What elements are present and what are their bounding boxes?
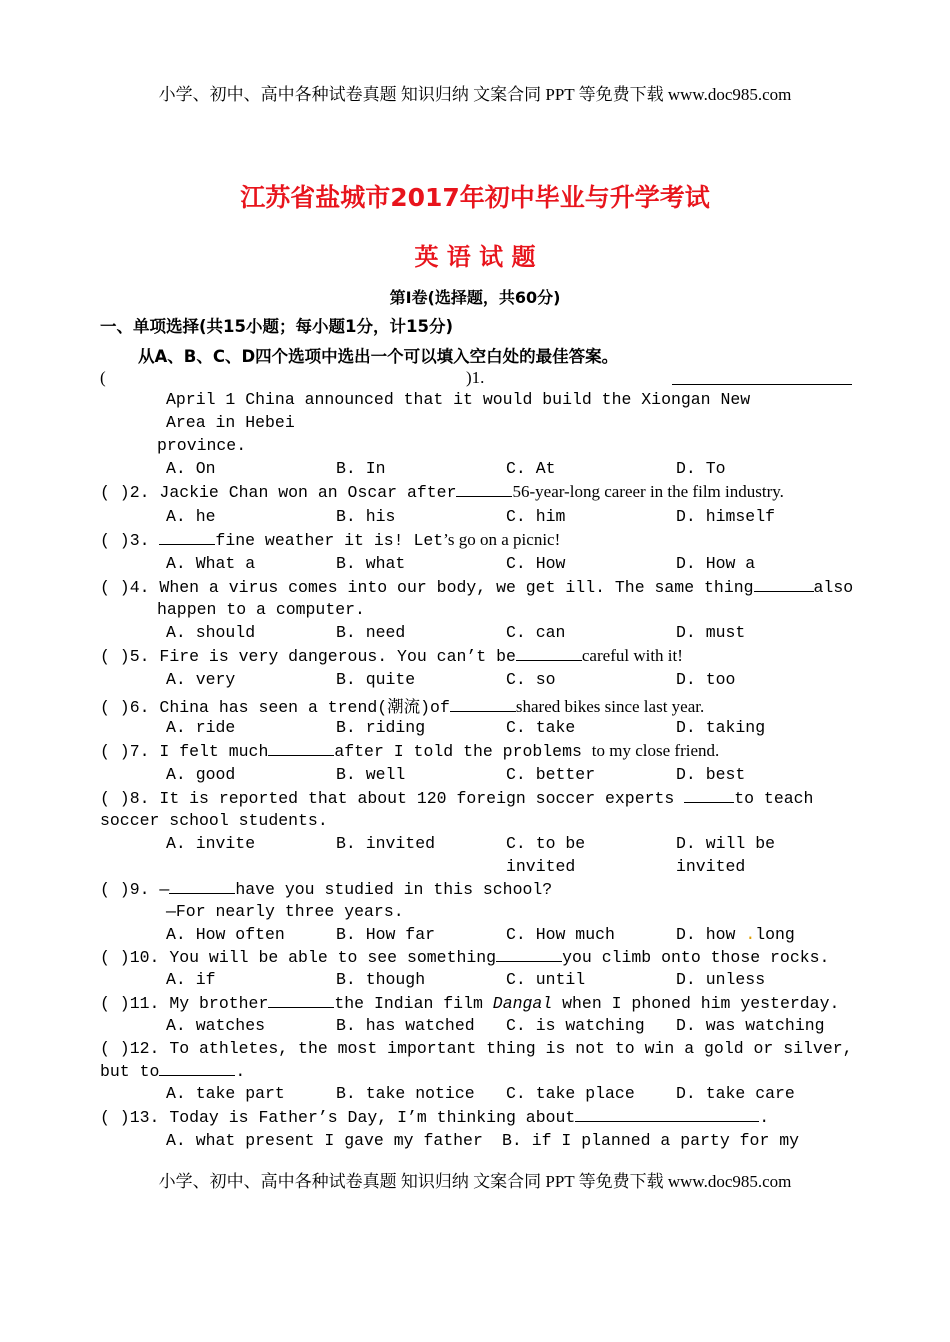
option-d: D. too	[676, 670, 736, 689]
question-text: soccer school students.	[100, 811, 328, 830]
question-number: ( )7.	[100, 742, 150, 761]
question-text: when I phoned him yesterday.	[562, 994, 840, 1013]
answer-blank	[575, 1107, 759, 1122]
option-b: B. How far	[336, 925, 436, 944]
option-b: B. quite	[336, 670, 416, 689]
answer-blank	[684, 788, 734, 803]
option-d-cont: invited	[676, 857, 746, 876]
question-number: ( )3.	[100, 531, 150, 550]
question-line	[100, 947, 829, 967]
question-text: fine weather it is! Let	[215, 531, 444, 550]
page-footer: 小学、初中、高中各种试卷真题 知识归纳 文案合同 PPT 等免费下载 www.doc985.com	[158, 1172, 792, 1191]
option-c: C. How much	[506, 925, 615, 944]
question-text: April 1 China announced that it would build the Xiongan New	[166, 390, 751, 409]
option-a: A. ride	[166, 718, 236, 737]
option-a: A. what present I gave my father	[166, 1131, 483, 1150]
question-text: Area in Hebei	[166, 413, 295, 432]
question-text: China has seen a trend(潮流)of	[159, 698, 450, 717]
film-title: Dangal	[492, 994, 553, 1013]
option-b: B. riding	[336, 718, 426, 737]
answer-blank	[516, 646, 582, 661]
option-b: B. if I planned a party for my	[502, 1131, 800, 1150]
question-text: shared bikes since last year.	[515, 697, 705, 716]
option-b: B. invited	[336, 834, 436, 853]
option-d: D. taking	[676, 718, 766, 737]
option-d: D. himself	[676, 507, 776, 526]
question-number: ( )10.	[100, 948, 160, 967]
question-number: ( )4.	[100, 578, 150, 597]
question-number: ( )5.	[100, 647, 150, 666]
question-number: ( )13.	[100, 1108, 160, 1127]
option-a: A. What a	[166, 554, 256, 573]
question-text: —	[159, 880, 170, 899]
question-number: )1.	[466, 368, 485, 387]
question-line	[100, 1061, 245, 1081]
option-d: D. must	[676, 623, 746, 642]
question-text: Jackie Chan won an Oscar after	[159, 483, 457, 502]
option-a: A. should	[166, 623, 256, 642]
option-b: B. need	[336, 623, 406, 642]
question-text: to my close friend.	[591, 741, 720, 760]
option-c: C. is watching	[506, 1016, 645, 1035]
question-line	[100, 577, 853, 597]
question-number: ( )9.	[100, 880, 150, 899]
option-c-cont: invited	[506, 857, 576, 876]
question-line	[100, 1107, 769, 1127]
option-c: C. At	[506, 459, 556, 478]
question-text: the Indian film	[334, 994, 483, 1013]
answer-blank	[268, 741, 334, 756]
option-d-word: long	[755, 925, 795, 944]
question-text: after I told the problems	[334, 742, 582, 761]
question-line	[100, 1039, 853, 1058]
option-c: C. so	[506, 670, 556, 689]
question-text: .	[759, 1108, 770, 1127]
question-text: happen to a computer.	[157, 600, 365, 619]
question-text: Today is Father’s Day, I’m thinking about	[169, 1108, 576, 1127]
option-c: C. to be	[506, 834, 586, 853]
question-line	[100, 646, 683, 666]
option-a: A. good	[166, 765, 236, 784]
exam-subtitle: 英 语 试 题	[414, 243, 536, 271]
option-d-label: D. how	[676, 925, 746, 944]
option-c: C. can	[506, 623, 566, 642]
page-header: 小学、初中、高中各种试卷真题 知识归纳 文案合同 PPT 等免费下载 www.doc985.com	[158, 85, 792, 104]
question-line	[100, 693, 704, 717]
question-text: You will be able to see something	[169, 948, 497, 967]
section-instruction: 从A、B、C、D四个选项中选出一个可以填入空白处的最佳答案。	[138, 347, 619, 366]
question-line	[100, 788, 813, 808]
option-d: D. To	[676, 459, 726, 478]
answer-blank	[496, 947, 562, 962]
option-a: A. very	[166, 670, 236, 689]
option-b: B. take notice	[336, 1084, 475, 1103]
question-text: —For nearly three years.	[166, 902, 404, 921]
option-a: A. take part	[166, 1084, 285, 1103]
option-a: A. he	[166, 507, 216, 526]
option-c: C. him	[506, 507, 566, 526]
question-line	[100, 993, 839, 1013]
option-b: B. his	[336, 507, 396, 526]
question-text: I felt much	[159, 742, 269, 761]
question-line	[100, 879, 552, 899]
question-text: have you studied in this school?	[235, 880, 553, 899]
section-heading: 一、单项选择(共15小题；每小题1分，计15分)	[100, 317, 453, 336]
question-line	[100, 482, 784, 502]
question-text: careful with it!	[581, 646, 683, 665]
option-d: D. will be	[676, 834, 776, 853]
option-c: C. better	[506, 765, 596, 784]
option-b: B. what	[336, 554, 406, 573]
option-c: C. take place	[506, 1084, 635, 1103]
question-text: Fire is very dangerous. You can’t be	[159, 647, 516, 666]
option-c: C. until	[506, 970, 586, 989]
answer-blank	[450, 697, 516, 712]
question-text: To athletes, the most important thing is not to win a gold or silver,	[169, 1039, 853, 1058]
exam-title: 江苏省盐城市2017年初中毕业与升学考试	[240, 183, 710, 212]
option-c: C. take	[506, 718, 576, 737]
option-b: B. In	[336, 459, 386, 478]
question-number: ( )2.	[100, 483, 150, 502]
question-text: province.	[157, 436, 247, 455]
answer-blank	[672, 384, 852, 385]
question-text: also	[813, 578, 854, 597]
option-b: B. has watched	[336, 1016, 475, 1035]
question-number: ( )12.	[100, 1039, 160, 1058]
option-a: A. On	[166, 459, 216, 478]
option-d: D. best	[676, 765, 746, 784]
question-line	[100, 530, 560, 550]
answer-blank	[754, 577, 814, 592]
question-text: It is reported that about 120 foreign soccer experts	[159, 789, 675, 808]
question-text: but to	[100, 1062, 160, 1081]
question-number: ( )8.	[100, 789, 150, 808]
option-d: D. was watching	[676, 1016, 825, 1035]
question-number: ( )6.	[100, 698, 150, 717]
question-text: ’s go on a picnic!	[443, 530, 561, 549]
option-d: D. take care	[676, 1084, 795, 1103]
question-number: ( )11.	[100, 994, 160, 1013]
option-d: D. unless	[676, 970, 766, 989]
option-a: A. How often	[166, 925, 285, 944]
question-line	[100, 741, 719, 761]
question-text: When a virus comes into our body, we get ill. The same thing	[159, 578, 754, 597]
option-b: B. well	[336, 765, 406, 784]
answer-blank	[268, 993, 334, 1008]
answer-blank	[169, 879, 235, 894]
option-d: D. How a	[676, 554, 756, 573]
question-text: .	[235, 1062, 246, 1081]
volume-heading: 第Ⅰ卷(选择题，共60分)	[389, 288, 561, 307]
option-b: B. though	[336, 970, 426, 989]
question-paren: (	[100, 368, 106, 387]
option-a: A. watches	[166, 1016, 266, 1035]
question-text: My brother	[169, 994, 269, 1013]
question-text: 56-year-long career in the film industry.	[512, 482, 784, 501]
option-c: C. How	[506, 554, 566, 573]
option-a: A. if	[166, 970, 216, 989]
question-text: to teach	[734, 789, 814, 808]
answer-blank	[159, 530, 215, 545]
option-d	[676, 925, 795, 944]
answer-blank	[159, 1061, 235, 1076]
question-text: you climb onto those rocks.	[562, 948, 830, 967]
stray-mark: .	[745, 925, 756, 944]
answer-blank	[456, 482, 512, 497]
option-a: A. invite	[166, 834, 256, 853]
